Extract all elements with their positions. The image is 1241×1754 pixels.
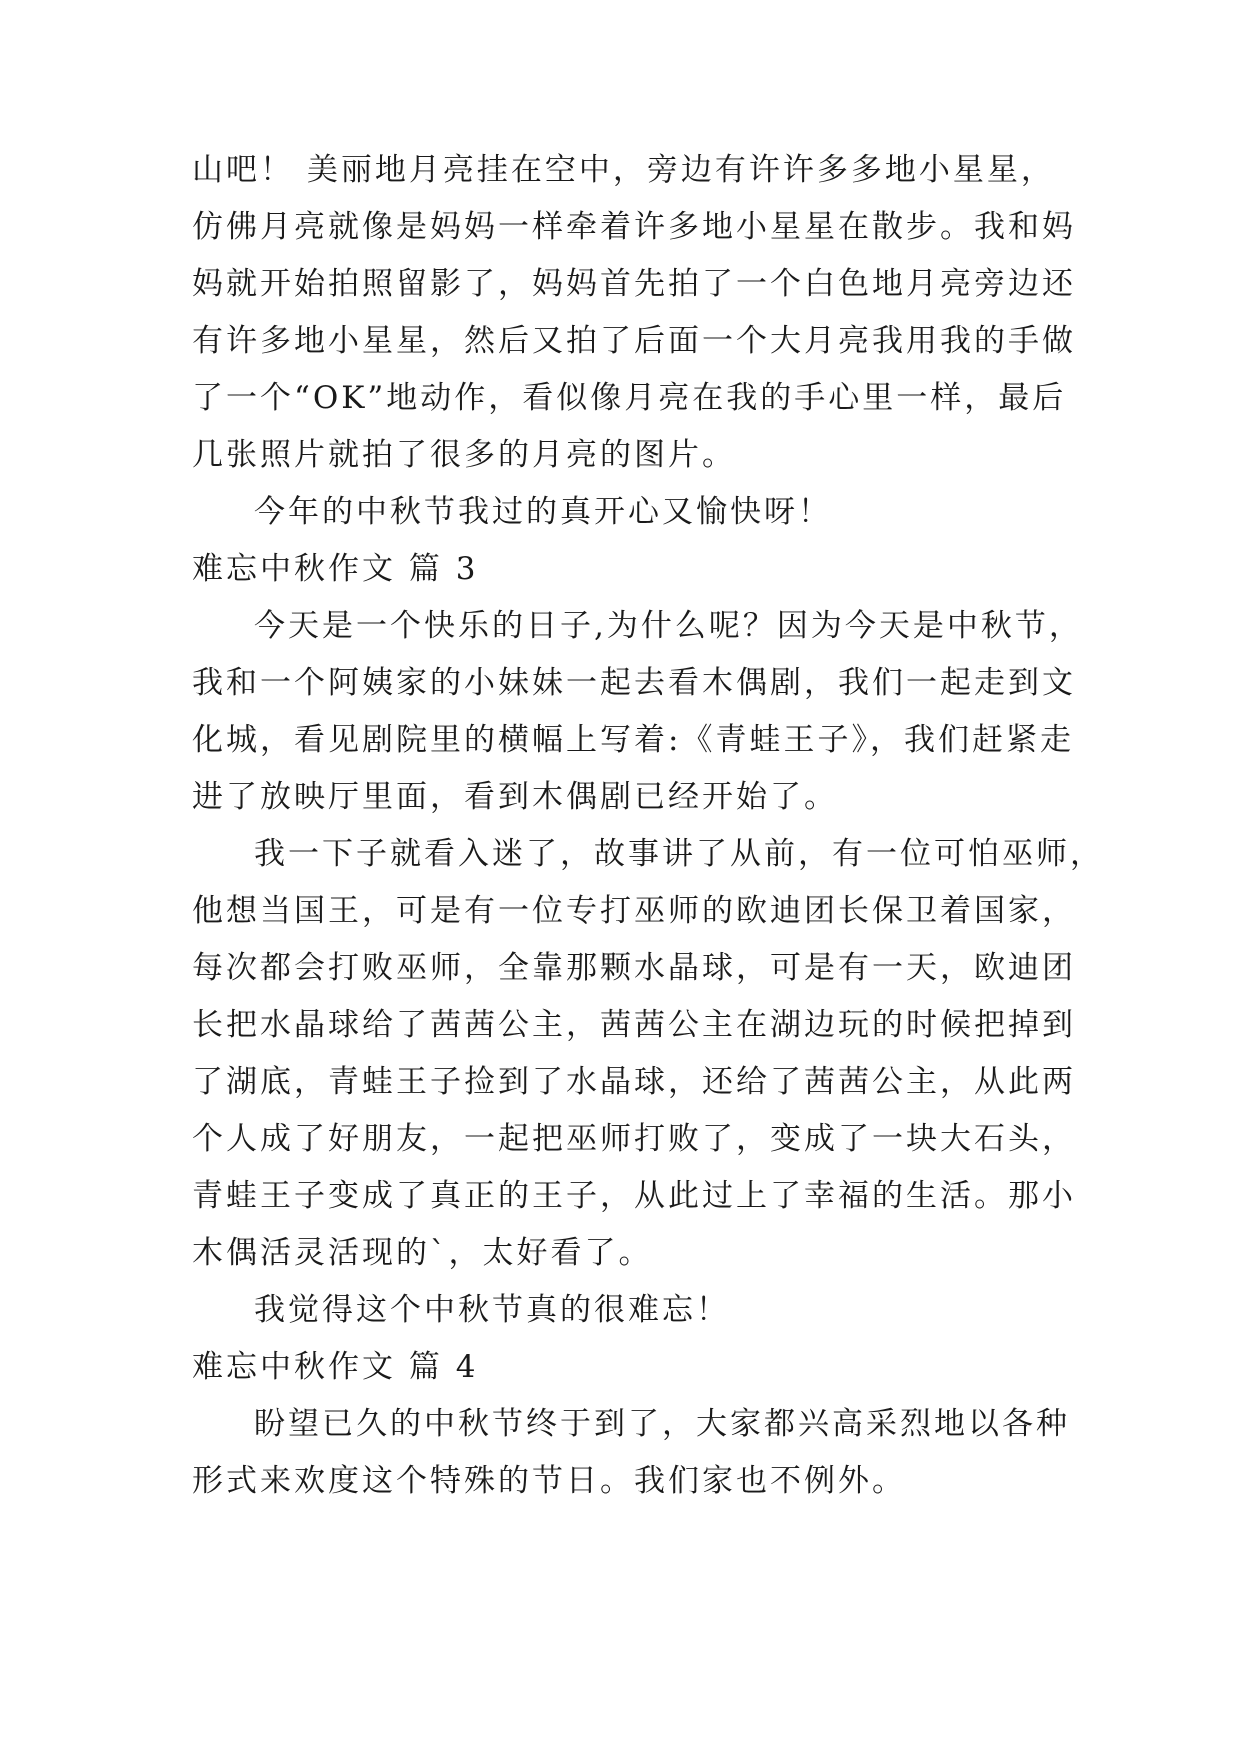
text-line: 每次都会打败巫师，全靠那颗水晶球，可是有一天，欧迪团 <box>192 950 1076 986</box>
text-line: 形式来欢度这个特殊的节日。我们家也不例外。 <box>192 1463 906 1499</box>
text-line: 妈就开始拍照留影了，妈妈首先拍了一个白色地月亮旁边还 <box>192 266 1076 302</box>
section-heading: 难忘中秋作文 篇 3 <box>192 551 479 587</box>
text-line: 我和一个阿姨家的小妹妹一起去看木偶剧，我们一起走到文 <box>192 665 1076 701</box>
text-line: 有许多地小星星，然后又拍了后面一个大月亮我用我的手做 <box>192 323 1076 359</box>
text-line: 几张照片就拍了很多的月亮的图片。 <box>192 437 736 473</box>
text-line: 化城，看见剧院里的横幅上写着:《青蛙王子》，我们赶紧走 <box>192 722 1074 758</box>
text-line: 了一个“OK”地动作，看似像月亮在我的手心里一样，最后 <box>192 380 1067 416</box>
text-line: 木偶活灵活现的`，太好看了。 <box>192 1235 653 1271</box>
paragraph-line: 盼望已久的中秋节终于到了，大家都兴高采烈地以各种 <box>254 1406 1070 1442</box>
paragraph-line: 今年的中秋节我过的真开心又愉快呀！ <box>254 494 832 530</box>
paragraph-line: 我觉得这个中秋节真的很难忘！ <box>254 1292 730 1328</box>
text-line: 山吧！ 美丽地月亮挂在空中，旁边有许许多多地小星星， <box>192 152 1055 188</box>
text-line: 了湖底，青蛙王子捡到了水晶球，还给了茜茜公主，从此两 <box>192 1064 1076 1100</box>
text-line: 仿佛月亮就像是妈妈一样牵着许多地小星星在散步。我和妈 <box>192 209 1076 245</box>
paragraph-line: 我一下子就看入迷了，故事讲了从前，有一位可怕巫师， <box>254 836 1104 872</box>
text-line: 个人成了好朋友，一起把巫师打败了，变成了一块大石头， <box>192 1121 1076 1157</box>
text-line: 进了放映厅里面，看到木偶剧已经开始了。 <box>192 779 838 815</box>
paragraph-line: 今天是一个快乐的日子,为什么呢？因为今天是中秋节， <box>254 608 1083 644</box>
text-line: 他想当国王，可是有一位专打巫师的欧迪团长保卫着国家， <box>192 893 1076 929</box>
text-line: 青蛙王子变成了真正的王子，从此过上了幸福的生活。那小 <box>192 1178 1076 1214</box>
text-line: 长把水晶球给了茜茜公主，茜茜公主在湖边玩的时候把掉到 <box>192 1007 1076 1043</box>
section-heading: 难忘中秋作文 篇 4 <box>192 1349 479 1385</box>
